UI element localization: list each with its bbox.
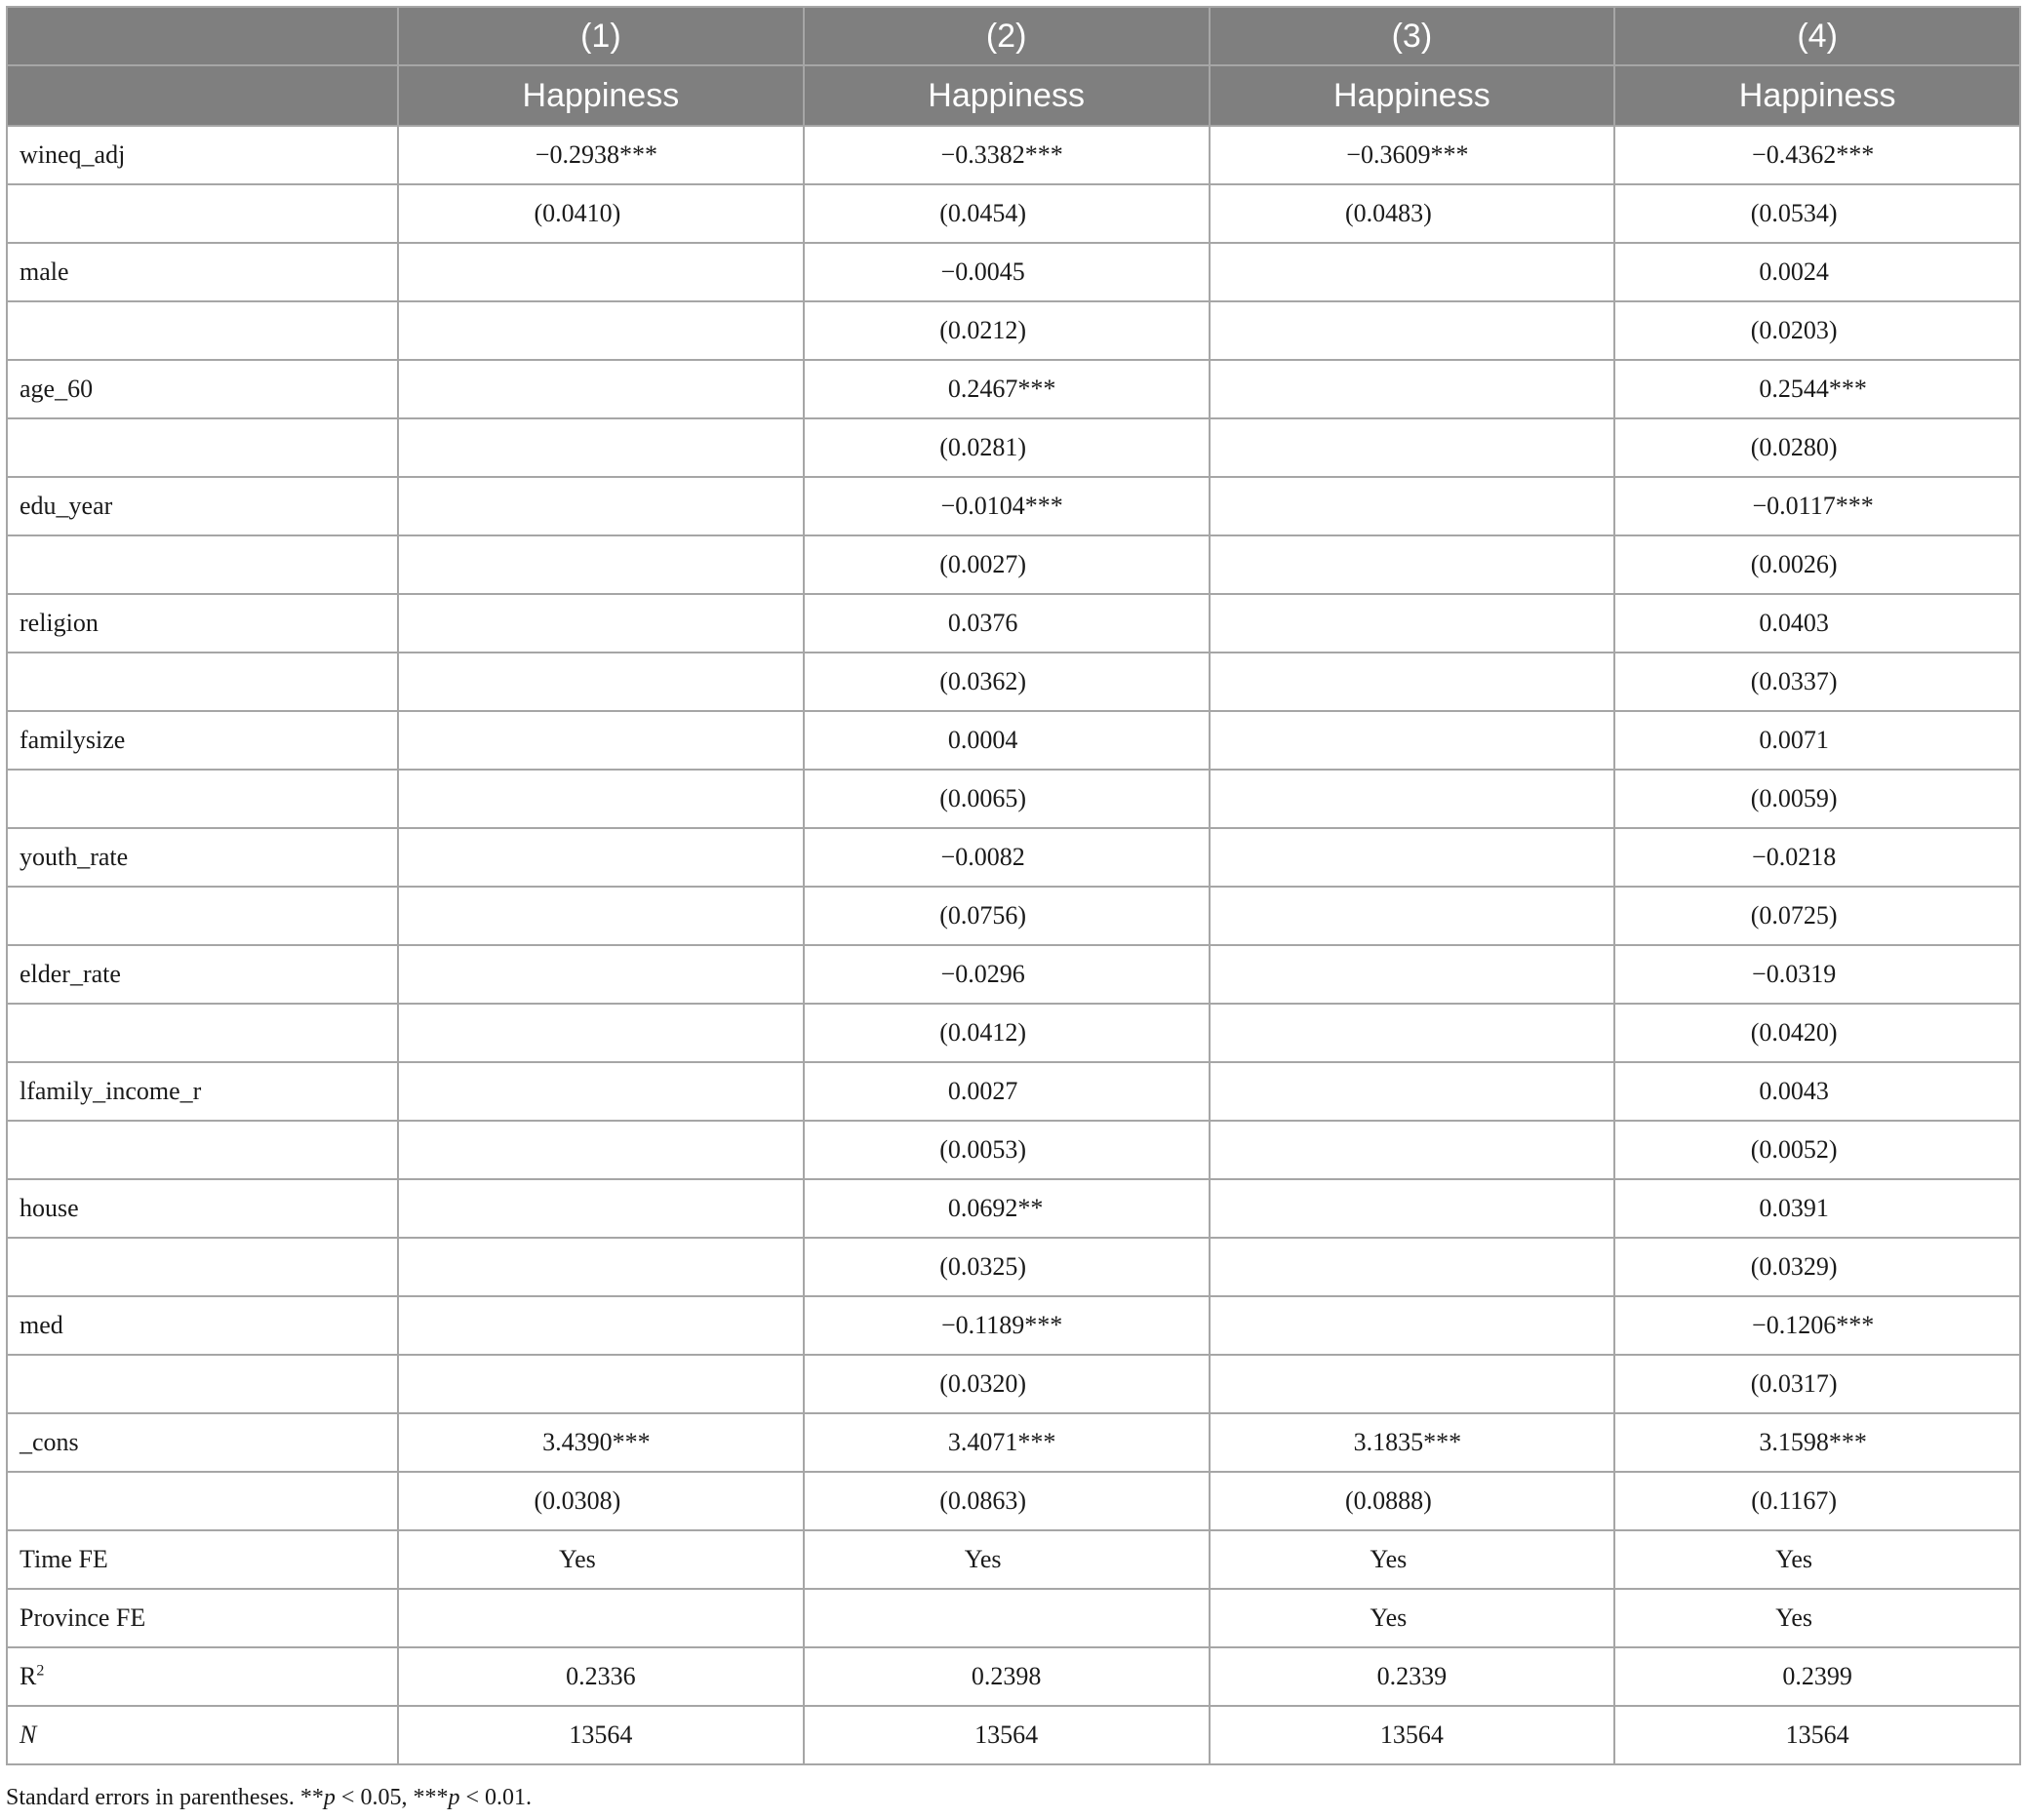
table-row-coefficient (7, 126, 2020, 184)
table-cell (1210, 1530, 1615, 1589)
row-label (7, 1121, 398, 1179)
table-cell (398, 535, 804, 594)
table-cell (398, 1296, 804, 1355)
table-row-coefficient (7, 1296, 2020, 1355)
table-cell (398, 594, 804, 653)
significance-stars: *** (1828, 375, 1867, 403)
header-row-labels (7, 65, 2020, 126)
cell-value: (0.0317) (1750, 1369, 1838, 1398)
n-value (804, 1706, 1210, 1764)
table-row-coefficient (7, 1589, 2020, 1647)
header-column-number: (3) (1210, 7, 1615, 65)
table-cell (1210, 301, 1615, 360)
cell-value: (0.0410) (534, 199, 621, 227)
cell-value: (0.0059) (1750, 784, 1838, 812)
table-cell (804, 1472, 1210, 1530)
row-label (7, 301, 398, 360)
cell-value: −0.0319 (1752, 960, 1837, 988)
table-row-coefficient (7, 945, 2020, 1004)
table-cell (804, 184, 1210, 243)
r2-value (1614, 1647, 2020, 1706)
table-cell (398, 1472, 804, 1530)
header-column-number: (4) (1614, 7, 2020, 65)
r2-value-text: 0.2399 (1782, 1662, 1852, 1690)
header-dependent-variable: Happiness (804, 65, 1210, 126)
cell-value: (0.0065) (939, 784, 1027, 812)
table-row-standard-error (7, 535, 2020, 594)
table-row-standard-error (7, 1004, 2020, 1062)
table-cell (398, 1530, 804, 1589)
cell-value: (0.0337) (1750, 667, 1838, 695)
table-row-standard-error (7, 653, 2020, 711)
cell-value: (0.0203) (1750, 316, 1838, 344)
row-label: house (7, 1179, 398, 1238)
table-cell (1614, 1296, 2020, 1355)
row-label (7, 887, 398, 945)
table-cell (804, 1062, 1210, 1121)
table-row-coefficient (7, 1062, 2020, 1121)
table-row-standard-error (7, 887, 2020, 945)
table-cell (1210, 711, 1615, 770)
table-cell (1614, 1589, 2020, 1647)
cell-value: Yes (558, 1545, 596, 1573)
table-cell (1210, 126, 1615, 184)
cell-value: (0.0325) (939, 1252, 1027, 1281)
n-value-text: 13564 (569, 1721, 633, 1749)
row-label (7, 653, 398, 711)
table-cell (1210, 418, 1615, 477)
table-cell (1614, 653, 2020, 711)
table-row-coefficient (7, 1413, 2020, 1472)
cell-value: Yes (1775, 1545, 1813, 1573)
table-cell (398, 1355, 804, 1413)
row-label: edu_year (7, 477, 398, 535)
n-value (1210, 1706, 1615, 1764)
table-cell (398, 184, 804, 243)
table-cell (804, 1355, 1210, 1413)
table-header (7, 7, 2020, 126)
table-cell (1210, 1355, 1615, 1413)
header-corner-cell (7, 7, 398, 65)
table-row-standard-error (7, 1355, 2020, 1413)
table-cell (398, 887, 804, 945)
table-cell (398, 945, 804, 1004)
cell-value: −0.0082 (940, 843, 1025, 871)
table-row-standard-error (7, 184, 2020, 243)
cell-value: (0.1167) (1751, 1486, 1838, 1515)
table-cell (804, 360, 1210, 418)
table-cell (1614, 1472, 2020, 1530)
table-row-r2 (7, 1647, 2020, 1706)
cell-value: Yes (1370, 1603, 1408, 1632)
table-cell (1210, 360, 1615, 418)
cell-value: 0.2467 (947, 375, 1018, 403)
significance-stars: *** (612, 1428, 651, 1456)
n-value-text: 13564 (1379, 1721, 1444, 1749)
regression-table (6, 6, 2021, 1765)
table-cell (1614, 1355, 2020, 1413)
cell-value: −0.4362 (1752, 140, 1837, 169)
table-cell (1614, 887, 2020, 945)
table-cell (804, 1179, 1210, 1238)
table-stats (7, 1647, 2020, 1764)
table-cell (1614, 1413, 2020, 1472)
header-column-number: (1) (398, 7, 804, 65)
cell-value: (0.0320) (939, 1369, 1027, 1398)
row-label: elder_rate (7, 945, 398, 1004)
table-cell (1210, 770, 1615, 828)
cell-value: (0.0863) (939, 1486, 1027, 1515)
row-label-r2 (7, 1647, 398, 1706)
table-row-standard-error (7, 301, 2020, 360)
cell-value: Yes (1370, 1545, 1408, 1573)
table-row-coefficient (7, 477, 2020, 535)
cell-value: 0.0071 (1759, 726, 1829, 754)
significance-stars: *** (1024, 492, 1063, 520)
table-row-coefficient (7, 711, 2020, 770)
table-cell (398, 1238, 804, 1296)
table-cell (398, 828, 804, 887)
cell-value: −0.0296 (940, 960, 1025, 988)
n-value (1614, 1706, 2020, 1764)
table-cell (1614, 243, 2020, 301)
row-label (7, 1238, 398, 1296)
cell-value: −0.1206 (1752, 1311, 1837, 1339)
cell-value: 0.0043 (1759, 1077, 1829, 1105)
significance-stars: *** (1836, 140, 1875, 169)
row-label: med (7, 1296, 398, 1355)
table-cell (1210, 1296, 1615, 1355)
table-cell (398, 1004, 804, 1062)
significance-stars: *** (1423, 1428, 1462, 1456)
table-cell (804, 301, 1210, 360)
cell-value: 0.0004 (947, 726, 1018, 754)
cell-value: 0.0024 (1759, 257, 1829, 286)
cell-value: (0.0329) (1750, 1252, 1838, 1281)
cell-value: (0.0888) (1344, 1486, 1432, 1515)
table-row-standard-error (7, 418, 2020, 477)
cell-value: Yes (964, 1545, 1002, 1573)
table-cell (804, 945, 1210, 1004)
table-cell (804, 711, 1210, 770)
header-dependent-variable: Happiness (1614, 65, 2020, 126)
table-cell (804, 1530, 1210, 1589)
cell-value: (0.0534) (1750, 199, 1838, 227)
table-row-n (7, 1706, 2020, 1764)
significance-stars: *** (1835, 492, 1874, 520)
table-cell (1210, 1472, 1615, 1530)
cell-value: 0.2544 (1759, 375, 1829, 403)
table-cell (398, 1589, 804, 1647)
cell-value: (0.0725) (1750, 901, 1838, 930)
header-dependent-variable: Happiness (1210, 65, 1615, 126)
row-label: religion (7, 594, 398, 653)
table-cell (1614, 301, 2020, 360)
cell-value: (0.0027) (939, 550, 1027, 578)
table-cell (398, 711, 804, 770)
row-label: wineq_adj (7, 126, 398, 184)
table-cell (1210, 1179, 1615, 1238)
table-cell (1614, 1238, 2020, 1296)
table-cell (1210, 887, 1615, 945)
table-row-coefficient (7, 243, 2020, 301)
footnote-p-symbol: p (323, 1785, 336, 1810)
table-cell (1210, 945, 1615, 1004)
table-cell (1614, 1121, 2020, 1179)
table-row-coefficient (7, 1179, 2020, 1238)
row-label (7, 770, 398, 828)
table-cell (804, 1413, 1210, 1472)
table-cell (1210, 1413, 1615, 1472)
n-value-text: 13564 (1785, 1721, 1849, 1749)
table-cell (804, 770, 1210, 828)
row-label (7, 184, 398, 243)
table-cell (1614, 418, 2020, 477)
cell-value: (0.0212) (939, 316, 1027, 344)
r2-value-text: 0.2336 (566, 1662, 636, 1690)
table-cell (804, 1296, 1210, 1355)
row-label-n (7, 1706, 398, 1764)
r2-value (804, 1647, 1210, 1706)
table-row-coefficient (7, 828, 2020, 887)
table-cell (804, 594, 1210, 653)
significance-stars: *** (1828, 1428, 1867, 1456)
table-cell (398, 1062, 804, 1121)
row-label (7, 418, 398, 477)
table-row-standard-error (7, 1238, 2020, 1296)
table-cell (1210, 535, 1615, 594)
header-corner-cell (7, 65, 398, 126)
table-cell (804, 1589, 1210, 1647)
table-cell (398, 770, 804, 828)
table-cell (1614, 828, 2020, 887)
table-footnote (6, 1785, 532, 1811)
table-cell (1614, 711, 2020, 770)
cell-value: 3.4390 (542, 1428, 613, 1456)
table-cell (398, 477, 804, 535)
table-cell (1210, 477, 1615, 535)
r2-superscript: 2 (36, 1662, 45, 1680)
table-cell (804, 418, 1210, 477)
row-label: youth_rate (7, 828, 398, 887)
table-row-standard-error (7, 770, 2020, 828)
table-cell (1614, 535, 2020, 594)
table-cell (804, 535, 1210, 594)
table-cell (398, 301, 804, 360)
cell-value: 0.0027 (947, 1077, 1018, 1105)
table-cell (1210, 1238, 1615, 1296)
table-cell (1614, 945, 2020, 1004)
table-cell (1614, 594, 2020, 653)
table-cell (398, 360, 804, 418)
table-cell (1614, 1530, 2020, 1589)
significance-stars: *** (1430, 140, 1469, 169)
cell-value: (0.0052) (1750, 1135, 1838, 1164)
cell-value: 3.4071 (947, 1428, 1018, 1456)
table-cell (804, 887, 1210, 945)
row-label: Province FE (7, 1589, 398, 1647)
table-row-coefficient (7, 594, 2020, 653)
table-cell (1614, 770, 2020, 828)
significance-stars: *** (618, 140, 657, 169)
table-cell (1210, 1589, 1615, 1647)
footnote-p-symbol: p (448, 1785, 460, 1810)
cell-value: 3.1835 (1353, 1428, 1424, 1456)
row-label (7, 1355, 398, 1413)
table-cell (398, 243, 804, 301)
table-cell (1614, 184, 2020, 243)
significance-stars: ** (1017, 1194, 1044, 1222)
table-cell (1210, 184, 1615, 243)
row-label (7, 535, 398, 594)
significance-stars: *** (1017, 375, 1056, 403)
regression-table-container (6, 6, 2019, 1765)
table-cell (1614, 477, 2020, 535)
header-row-numbers (7, 7, 2020, 65)
table-cell (398, 418, 804, 477)
table-cell (398, 653, 804, 711)
cell-value: (0.0362) (939, 667, 1027, 695)
table-cell (1210, 243, 1615, 301)
n-value (398, 1706, 804, 1764)
row-label: lfamily_income_r (7, 1062, 398, 1121)
table-cell (804, 1004, 1210, 1062)
cell-value: −0.2938 (535, 140, 619, 169)
table-cell (804, 653, 1210, 711)
row-label (7, 1004, 398, 1062)
row-label (7, 1472, 398, 1530)
table-row-coefficient (7, 1530, 2020, 1589)
row-label: Time FE (7, 1530, 398, 1589)
cell-value: −0.0218 (1752, 843, 1837, 871)
table-row-standard-error (7, 1472, 2020, 1530)
cell-value: 0.0391 (1759, 1194, 1829, 1222)
cell-value: 3.1598 (1759, 1428, 1829, 1456)
table-cell (1614, 360, 2020, 418)
table-cell (804, 477, 1210, 535)
cell-value: −0.0104 (940, 492, 1025, 520)
table-cell (1210, 1062, 1615, 1121)
cell-value: (0.0412) (939, 1018, 1027, 1047)
header-column-number: (2) (804, 7, 1210, 65)
cell-value: (0.0756) (939, 901, 1027, 930)
table-cell (1614, 126, 2020, 184)
significance-stars: *** (1836, 1311, 1875, 1339)
cell-value: (0.0053) (939, 1135, 1027, 1164)
significance-stars: *** (1024, 140, 1063, 169)
cell-value: (0.0483) (1344, 199, 1432, 227)
cell-value: −0.3382 (940, 140, 1025, 169)
significance-stars: *** (1024, 1311, 1063, 1339)
table-cell (804, 126, 1210, 184)
n-label: N (20, 1721, 37, 1749)
cell-value: (0.0026) (1750, 550, 1838, 578)
cell-value: (0.0280) (1750, 433, 1838, 461)
r2-label: R (20, 1662, 37, 1690)
cell-value: Yes (1775, 1603, 1813, 1632)
table-row-coefficient (7, 360, 2020, 418)
r2-value (398, 1647, 804, 1706)
table-cell (398, 1121, 804, 1179)
cell-value: (0.0308) (534, 1486, 621, 1515)
table-cell (1614, 1062, 2020, 1121)
row-label: male (7, 243, 398, 301)
table-cell (804, 828, 1210, 887)
cell-value: 0.0692 (947, 1194, 1018, 1222)
table-cell (1210, 1121, 1615, 1179)
table-cell (1210, 828, 1615, 887)
table-cell (1210, 594, 1615, 653)
table-cell (804, 243, 1210, 301)
cell-value: −0.1189 (941, 1311, 1025, 1339)
cell-value: (0.0420) (1750, 1018, 1838, 1047)
table-cell (1614, 1004, 2020, 1062)
table-cell (1210, 1004, 1615, 1062)
cell-value: (0.0281) (939, 433, 1027, 461)
row-label: _cons (7, 1413, 398, 1472)
table-cell (398, 1179, 804, 1238)
r2-value (1210, 1647, 1615, 1706)
r2-value-text: 0.2339 (1376, 1662, 1448, 1690)
footnote-text: < 0.01. (459, 1785, 532, 1810)
table-cell (398, 126, 804, 184)
table-body (7, 126, 2020, 1647)
table-cell (1210, 653, 1615, 711)
n-value-text: 13564 (974, 1721, 1039, 1749)
cell-value: −0.0045 (940, 257, 1025, 286)
row-label: age_60 (7, 360, 398, 418)
cell-value: 0.0376 (947, 609, 1018, 637)
cell-value: 0.0403 (1759, 609, 1829, 637)
cell-value: −0.3609 (1346, 140, 1431, 169)
table-cell (398, 1413, 804, 1472)
row-label: familysize (7, 711, 398, 770)
r2-value-text: 0.2398 (971, 1662, 1042, 1690)
table-cell (804, 1238, 1210, 1296)
table-row-standard-error (7, 1121, 2020, 1179)
table-cell (1614, 1179, 2020, 1238)
footnote-text: < 0.05, *** (335, 1785, 449, 1810)
header-dependent-variable: Happiness (398, 65, 804, 126)
significance-stars: *** (1017, 1428, 1056, 1456)
cell-value: −0.0117 (1752, 492, 1836, 520)
cell-value: (0.0454) (939, 199, 1027, 227)
footnote-text: Standard errors in parentheses. ** (6, 1785, 324, 1810)
table-cell (804, 1121, 1210, 1179)
